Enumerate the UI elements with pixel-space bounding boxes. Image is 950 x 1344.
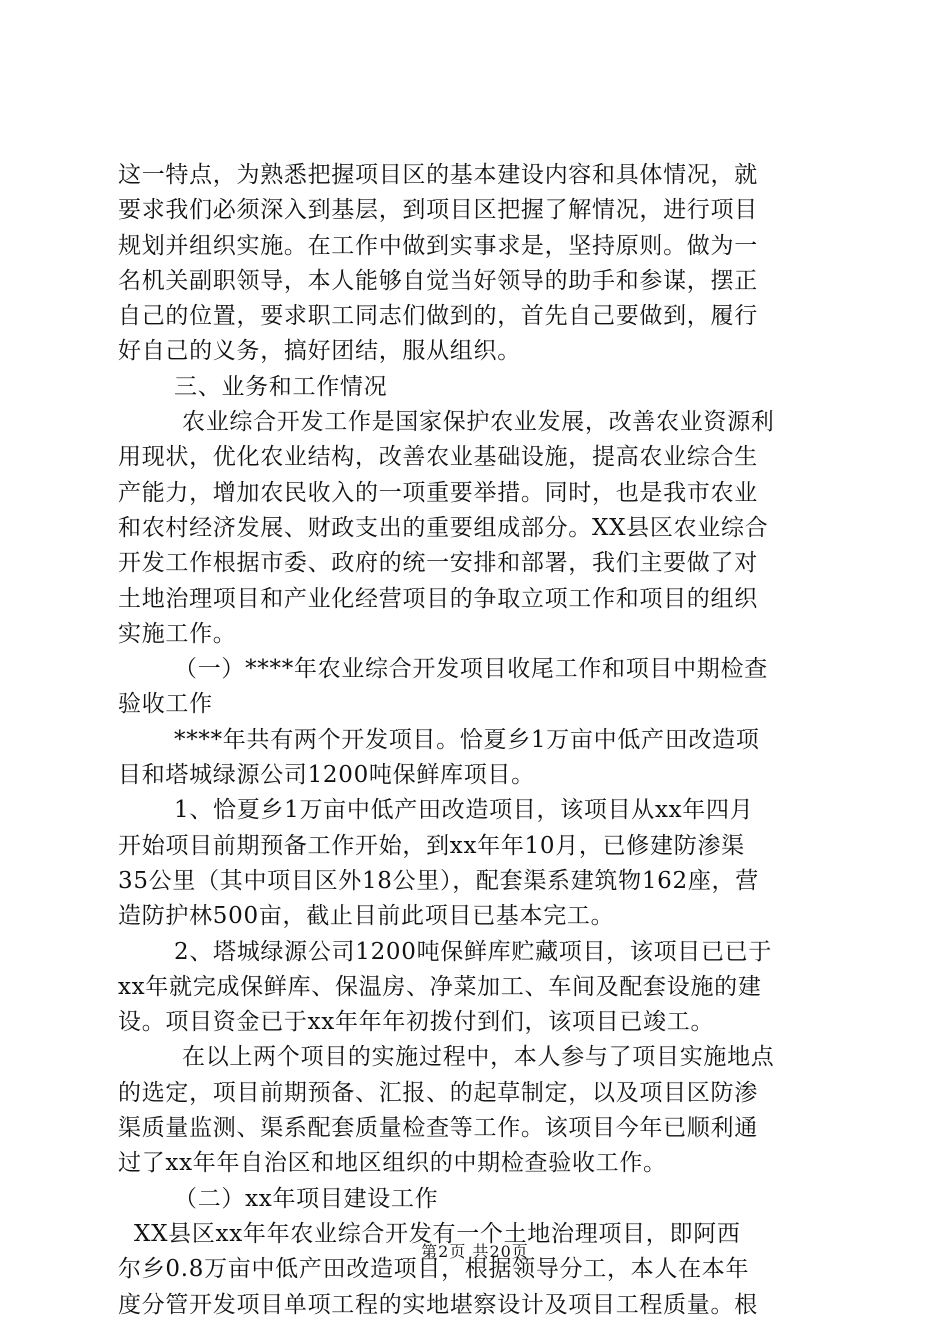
text-line: 度分管开发项目单项工程的实地堪察设计及项目工程质量。根 [118, 1291, 758, 1318]
subsection-heading: （二）xx年项目建设工作 [174, 1185, 439, 1212]
text-line: 产能力，增加农民收入的一项重要举措。同时，也是我市农业 [118, 479, 758, 506]
text-line: 在以上两个项目的实施过程中，本人参与了项目实施地点 [182, 1044, 775, 1071]
text-line: 自己的位置，要求职工同志们做到的，首先自己要做到，履行 [118, 303, 758, 330]
text-line: 验收工作 [118, 691, 213, 718]
text-line: 名机关副职领导，本人能够自觉当好领导的助手和参谋，摆正 [118, 267, 758, 294]
section-heading: 三、业务和工作情况 [174, 373, 388, 400]
text-line: 实施工作。 [118, 620, 237, 647]
page-number-footer: 第2页 共20页 [421, 1242, 529, 1261]
text-line: 农业综合开发工作是国家保护农业发展，改善农业资源利 [182, 409, 775, 436]
document-body [118, 158, 832, 1323]
subsection-heading: （一）****年农业综合开发项目收尾工作和项目中期检查 [174, 656, 768, 683]
text-line: 用现状，优化农业结构，改善农业基础设施，提高农业综合生 [118, 444, 758, 471]
text-line: 2、塔城绿源公司1200吨保鲜库贮藏项目，该项目已已于 [174, 938, 773, 965]
text-line: 土地治理项目和产业化经营项目的争取立项工作和项目的组织 [118, 585, 758, 612]
text-line: 渠质量监测、渠系配套质量检查等工作。该项目今年已顺利通 [118, 1115, 758, 1142]
text-line: 开始项目前期预备工作开始，到xx年年10月，已修建防渗渠 [118, 832, 745, 859]
text-line: 造防护林500亩，截止目前此项目已基本完工。 [118, 903, 615, 930]
text-line: 尔乡0.8万亩中低产田改造项目，根据领导分工，本人在本年 [118, 1256, 750, 1283]
text-line: 规划并组织实施。在工作中做到实事求是，坚持原则。做为一 [118, 232, 758, 259]
text-line: 过了xx年年自治区和地区组织的中期检查验收工作。 [118, 1150, 667, 1177]
text-line: 要求我们必须深入到基层，到项目区把握了解情况，进行项目 [118, 197, 758, 224]
text-line: 目和塔城绿源公司1200吨保鲜库项目。 [118, 762, 535, 789]
text-line: xx年就完成保鲜库、保温房、净菜加工、车间及配套设施的建 [118, 973, 762, 1000]
text-line: 35公里（其中项目区外18公里），配套渠系建筑物162座，营 [118, 867, 759, 894]
text-line: XX县区xx年年农业综合开发有一个土地治理项目，即阿西 [134, 1220, 741, 1247]
text-line: ****年共有两个开发项目。恰夏乡1万亩中低产田改造项 [174, 726, 760, 753]
text-line: 1、恰夏乡1万亩中低产田改造项目，该项目从xx年四月 [174, 797, 754, 824]
text-line: 开发工作根据市委、政府的统一安排和部署，我们主要做了对 [118, 550, 758, 577]
text-line: 好自己的义务，搞好团结，服从组织。 [118, 338, 521, 365]
text-line: 这一特点，为熟悉把握项目区的基本建设内容和具体情况，就 [118, 162, 758, 188]
text-line: 和农村经济发展、财政支出的重要组成部分。XX县区农业综合 [118, 514, 769, 541]
text-line: 的选定，项目前期预备、汇报、的起草制定，以及项目区防渗 [118, 1079, 758, 1106]
text-line: 设。项目资金已于xx年年年初拨付到们，该项目已竣工。 [118, 1009, 715, 1036]
